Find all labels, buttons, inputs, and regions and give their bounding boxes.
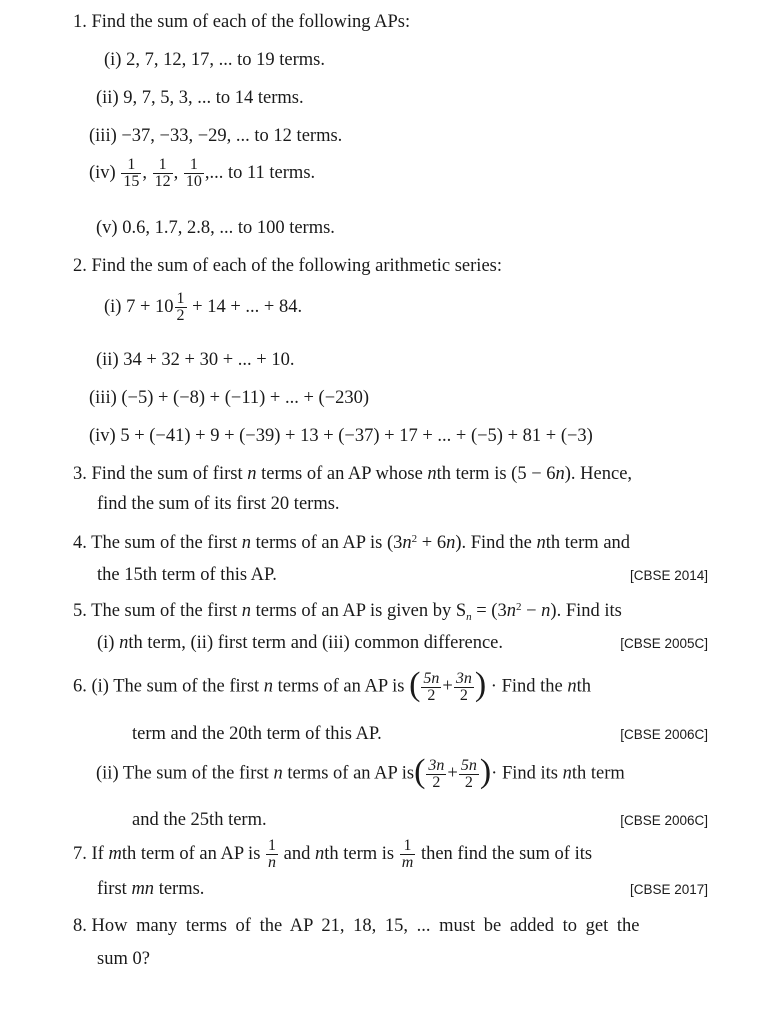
- question-text: Find the sum of each of the following APs:: [91, 12, 411, 32]
- fraction: [121, 157, 141, 190]
- fraction: [421, 671, 441, 704]
- question-4-line-2: the 15th term of this AP.: [97, 565, 277, 585]
- text: · Find its: [491, 763, 558, 784]
- text: then find the sum of its: [420, 843, 593, 864]
- variable: n: [119, 633, 129, 653]
- q1-part-iii: (iii) −37, −33, −29, ... to 12 terms.: [89, 126, 343, 146]
- denominator: 2: [459, 686, 468, 704]
- text: The sum of the first: [91, 601, 238, 621]
- fraction: [175, 291, 187, 324]
- fraction: [454, 671, 474, 704]
- part-label: (i): [104, 296, 122, 317]
- numerator: 5n: [423, 669, 440, 687]
- math-text: + 14 + ... + 84.: [192, 296, 303, 317]
- denominator: 12: [154, 173, 171, 190]
- cbse-tag: [CBSE 2006C]: [620, 813, 708, 828]
- question-7: [73, 838, 592, 871]
- question-number: 6.: [73, 676, 87, 697]
- text: terms.: [158, 879, 205, 899]
- text: (ii) The sum of the first: [96, 763, 269, 784]
- text: −: [521, 601, 542, 621]
- numerator: 3n: [455, 669, 472, 687]
- numerator: 1: [268, 837, 277, 854]
- denominator: n: [268, 854, 277, 871]
- question-number: 3.: [73, 464, 87, 484]
- denominator: 15: [123, 173, 140, 190]
- text: first: [97, 879, 127, 899]
- denominator: m: [401, 854, 414, 871]
- denominator: 10: [185, 173, 202, 190]
- part-label: (iv): [89, 162, 116, 183]
- q1-part-iv: (iv) $\frac{1}{15}$ , $\frac{1}{12}$ , $\frac{1}{10}$ ,... to 11 terms.: [89, 156, 316, 190]
- question-1: [73, 13, 410, 32]
- numerator: 1: [153, 157, 173, 174]
- denominator: 2: [432, 773, 441, 791]
- question-6i-line-2: term and the 20th term of this AP.: [132, 724, 382, 744]
- q2-part-iv: (iv) 5 + (−41) + 9 + (−39) + 13 + (−37) + 17 + ... + (−5) + 81 + (−3): [89, 426, 593, 446]
- text: + 6: [417, 533, 447, 553]
- cbse-tag: [CBSE 2017]: [629, 882, 708, 897]
- fraction: [400, 838, 416, 871]
- cbse-tag: [CBSE 2006C]: [620, 727, 708, 742]
- text: If: [91, 843, 104, 864]
- numerator: 3n: [428, 756, 445, 774]
- question-number: 5.: [73, 601, 87, 621]
- exponent: 2: [515, 601, 522, 613]
- question-7-line-2: [97, 880, 204, 899]
- right-paren: ): [479, 753, 492, 790]
- text: th term and: [545, 533, 631, 553]
- text: = (3: [471, 601, 507, 621]
- question-4: [73, 534, 630, 553]
- fraction: [426, 758, 446, 791]
- text: (i) The sum of the first: [91, 676, 260, 697]
- variable: n: [273, 763, 283, 784]
- text: (i): [97, 633, 115, 653]
- variable: n: [247, 464, 257, 484]
- text: ). Find its: [550, 601, 622, 621]
- question-3-line-2: find the sum of its first 20 terms.: [97, 494, 340, 514]
- left-paren: (: [414, 753, 426, 790]
- left-paren: (: [409, 666, 421, 703]
- numerator: 1: [400, 838, 416, 855]
- text: ). Hence,: [564, 464, 633, 484]
- question-text: How many terms of the AP 21, 18, 15, ... must be added to get the: [91, 916, 640, 936]
- text: th term, (ii) first term and (iii) common difference.: [128, 633, 504, 653]
- numerator: 5n: [460, 756, 477, 774]
- question-2: [73, 257, 502, 276]
- text: Find the sum of first: [91, 464, 243, 484]
- q2-part-ii: (ii) 34 + 32 + 30 + ... + 10.: [96, 350, 295, 370]
- q1-part-ii: (ii) 9, 7, 5, 3, ... to 14 terms.: [96, 88, 304, 108]
- text: th term: [571, 763, 625, 784]
- question-5: [73, 602, 622, 621]
- variable: n: [315, 843, 325, 864]
- text: terms of an AP is given by S: [255, 601, 467, 621]
- variable: m: [108, 843, 122, 864]
- question-6ii-line-2: and the 25th term.: [132, 810, 267, 830]
- variable: n: [562, 763, 572, 784]
- text: th term of an AP is: [121, 843, 261, 864]
- text: terms of an AP is: [287, 763, 415, 784]
- question-3: [73, 465, 632, 484]
- question-number: 1.: [73, 12, 87, 32]
- text: ). Find the: [455, 533, 532, 553]
- q1-part-i: (i) 2, 7, 12, 17, ... to 19 terms.: [104, 50, 325, 70]
- numerator: 1: [184, 157, 204, 174]
- variable: n: [402, 533, 412, 553]
- fraction: [459, 758, 479, 791]
- right-paren: ): [474, 666, 487, 703]
- variable: n: [263, 676, 274, 697]
- variable: n: [541, 601, 551, 621]
- variable: n: [555, 464, 565, 484]
- denominator: 2: [427, 686, 436, 704]
- variable: n: [536, 533, 546, 553]
- variable: n: [427, 464, 437, 484]
- denominator: 2: [464, 773, 473, 791]
- text: terms of an AP is (3: [255, 533, 403, 553]
- text: terms of an AP whose: [261, 464, 423, 484]
- variable: n: [241, 601, 251, 621]
- text: The sum of the first: [91, 533, 238, 553]
- question-number: 7.: [73, 843, 87, 864]
- numerator: 1: [121, 157, 141, 174]
- fraction: [266, 838, 278, 871]
- subscript: n: [466, 611, 472, 623]
- cbse-tag: [CBSE 2014]: [629, 568, 708, 583]
- cbse-tag: [CBSE 2005C]: [620, 636, 708, 651]
- question-number: 8.: [73, 916, 87, 936]
- part-text: ... to 11 terms.: [209, 162, 316, 183]
- variable: mn: [131, 879, 155, 899]
- numerator: 1: [176, 290, 185, 307]
- variable: n: [506, 601, 516, 621]
- text: · Find the: [490, 676, 563, 697]
- variable: n: [567, 676, 577, 697]
- fraction: [153, 157, 173, 190]
- question-5-line-2: [97, 634, 503, 653]
- text: th term is (5 − 6: [436, 464, 556, 484]
- q1-part-v: (v) 0.6, 1.7, 2.8, ... to 100 terms.: [96, 218, 335, 238]
- denominator: 2: [176, 307, 185, 324]
- question-8-line-2: sum 0?: [97, 949, 150, 969]
- variable: n: [241, 533, 251, 553]
- text: terms of an AP is: [277, 676, 405, 697]
- math-text: 7 + 10: [126, 296, 174, 317]
- text: and: [283, 843, 311, 864]
- question-number: 4.: [73, 533, 87, 553]
- text: th term is: [324, 843, 395, 864]
- question-number: 2.: [73, 256, 87, 276]
- question-6-part-i: 6. (i) The sum of the first n terms of an AP is ( $\frac{5n}{2}$ + $\frac{3n}{2}$ ) · Find the nth: [73, 666, 591, 704]
- text: th: [576, 676, 591, 697]
- question-6-part-ii: (ii) The sum of the first n terms of an AP is( $\frac{3n}{2}$ + $\frac{5n}{2}$ )· Find its nth term: [96, 753, 625, 791]
- variable: n: [446, 533, 456, 553]
- question-8: [73, 917, 639, 936]
- fraction: [184, 157, 204, 190]
- q2-part-iii: (iii) (−5) + (−8) + (−11) + ... + (−230): [89, 388, 370, 408]
- q2-part-i: [104, 291, 302, 324]
- question-text: Find the sum of each of the following arithmetic series:: [91, 256, 502, 276]
- exponent: 2: [411, 533, 418, 545]
